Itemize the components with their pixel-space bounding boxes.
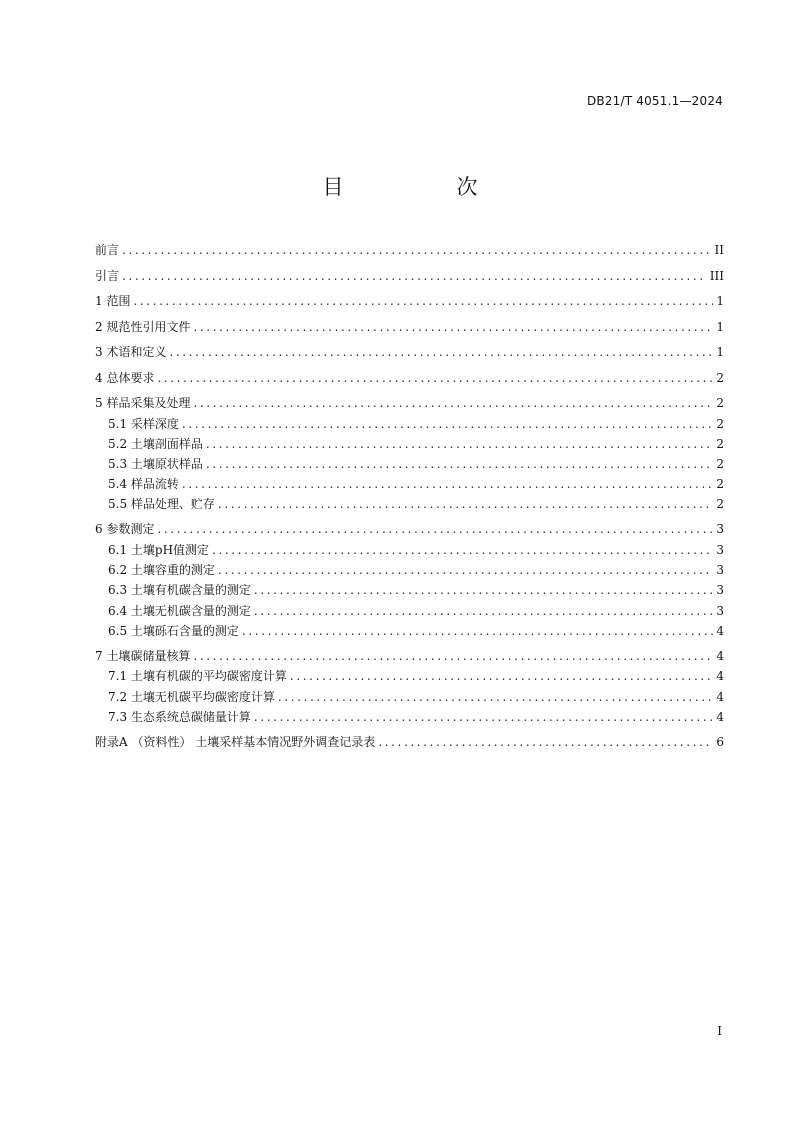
toc-entry-label: 6.3 土壤有机碳含量的测定: [108, 583, 251, 598]
toc-entry-label: 前言: [95, 243, 120, 257]
toc-entry[interactable]: [95, 666, 724, 686]
toc-entry-page: 3: [716, 522, 724, 537]
toc-entry-label: 4 总体要求: [95, 370, 155, 385]
toc-group: [95, 342, 724, 363]
toc-entry[interactable]: [95, 707, 724, 727]
toc-entry-label: 6 参数测定: [95, 522, 155, 537]
toc-entry[interactable]: [95, 454, 724, 474]
toc-entry-page: 2: [716, 477, 724, 492]
leader-dots: [169, 342, 713, 363]
toc-entry-page: 4: [716, 669, 724, 684]
toc-entry-page: 3: [716, 563, 724, 578]
toc-entry-page: 4: [716, 648, 724, 663]
toc-entry[interactable]: [95, 342, 724, 363]
toc-entry-label: 6.4 土壤无机碳含量的测定: [108, 603, 251, 618]
toc-entry-label: 引言: [95, 268, 120, 283]
leader-dots: [278, 687, 713, 707]
toc-entry[interactable]: [95, 494, 724, 514]
toc-entry[interactable]: [95, 291, 724, 312]
toc-entry-page: 2: [716, 497, 724, 512]
toc-entry-page: 4: [716, 689, 724, 704]
leader-dots: [182, 474, 713, 494]
toc-title: 目 次: [322, 175, 524, 199]
leader-dots: [157, 368, 713, 389]
toc-entry-label: 6.1 土壤pH值测定: [108, 542, 210, 557]
toc-entry[interactable]: [95, 646, 724, 667]
toc-entry-page: 3: [716, 603, 724, 618]
toc-entry[interactable]: [95, 580, 724, 600]
leader-dots: [254, 580, 713, 600]
toc-entry[interactable]: [95, 601, 724, 621]
toc-entry-label: 5 样品采集及处理: [95, 396, 191, 410]
leader-dots: [122, 266, 707, 287]
toc-group: [95, 393, 724, 514]
toc-entry-label: 7.1 土壤有机碳的平均碳密度计算: [108, 669, 287, 684]
leader-dots: [193, 393, 713, 414]
toc-entry-page: 3: [716, 542, 724, 557]
toc-entry-label: 1 范围: [95, 294, 131, 308]
leader-dots: [133, 291, 713, 312]
leader-dots: [206, 434, 713, 454]
toc-entry[interactable]: [95, 393, 724, 414]
leader-dots: [290, 666, 713, 686]
toc-entry-label: 7.3 生态系统总碳储量计算: [108, 709, 251, 724]
toc-entry-label: 5.5 样品处理、贮存: [108, 497, 215, 512]
toc-entry-page: 4: [716, 709, 724, 724]
toc-entry-label: 5.3 土壤原状样品: [108, 456, 203, 471]
toc-entry-page: 6: [716, 734, 724, 749]
toc-entry-page: 3: [716, 583, 724, 598]
toc-entry-page: 2: [716, 456, 724, 471]
toc-entry[interactable]: [95, 687, 724, 707]
toc-entry-page: 2: [716, 370, 724, 385]
toc-group: [95, 519, 724, 640]
toc-entry-label: 附录A （资料性） 土壤采样基本情况野外调查记录表: [95, 734, 376, 749]
leader-dots: [218, 560, 713, 580]
leader-dots: [206, 454, 713, 474]
leader-dots: [182, 414, 713, 434]
toc-group: [95, 317, 724, 338]
toc-entry-page: III: [709, 268, 724, 283]
toc-entry[interactable]: [95, 240, 724, 261]
toc-entry-label: 5.2 土壤剖面样品: [108, 436, 203, 451]
leader-dots: [157, 519, 713, 540]
toc-entry-page: 2: [716, 396, 724, 410]
toc-entry[interactable]: [95, 560, 724, 580]
document-code: DB21/T 4051.1—2024: [586, 94, 723, 108]
toc-entry-page: 1: [716, 294, 724, 308]
toc-entry-page: II: [714, 243, 724, 257]
toc-entry[interactable]: [95, 732, 724, 753]
leader-dots: [193, 646, 713, 667]
leader-dots: [378, 732, 713, 753]
page-number: I: [717, 1024, 722, 1038]
toc-entry-label: 5.4 样品流转: [108, 477, 179, 492]
toc-group: [95, 291, 724, 312]
table-of-contents: [95, 240, 724, 757]
toc-entry-page: 1: [716, 345, 724, 359]
leader-dots: [193, 317, 713, 338]
toc-group: [95, 732, 724, 753]
toc-entry[interactable]: [95, 317, 724, 338]
leader-dots: [218, 494, 713, 514]
leader-dots: [122, 240, 712, 261]
leader-dots: [254, 601, 713, 621]
toc-group: [95, 368, 724, 389]
leader-dots: [212, 540, 713, 560]
leader-dots: [254, 707, 713, 727]
toc-entry[interactable]: [95, 519, 724, 540]
toc-entry[interactable]: [95, 540, 724, 560]
toc-entry-label: 3 术语和定义: [95, 345, 167, 359]
toc-entry-page: 1: [716, 319, 724, 334]
toc-entry[interactable]: [95, 266, 724, 287]
toc-entry-label: 7.2 土壤无机碳平均碳密度计算: [108, 689, 275, 704]
toc-entry-page: 2: [716, 436, 724, 451]
toc-entry[interactable]: [95, 474, 724, 494]
toc-entry[interactable]: [95, 414, 724, 434]
toc-group: [95, 240, 724, 261]
toc-entry[interactable]: [95, 368, 724, 389]
toc-entry-label: 2 规范性引用文件: [95, 319, 191, 334]
toc-entry[interactable]: [95, 621, 724, 641]
toc-group: [95, 266, 724, 287]
toc-entry-label: 5.1 采样深度: [108, 416, 179, 431]
toc-entry-label: 7 土壤碳储量核算: [95, 648, 191, 663]
leader-dots: [242, 621, 713, 641]
toc-group: [95, 646, 724, 727]
toc-entry-label: 6.2 土壤容重的测定: [108, 563, 215, 578]
toc-entry-page: 2: [716, 416, 724, 431]
toc-entry-label: 6.5 土壤砾石含量的测定: [108, 623, 239, 638]
toc-entry-page: 4: [716, 623, 724, 638]
toc-entry[interactable]: [95, 434, 724, 454]
